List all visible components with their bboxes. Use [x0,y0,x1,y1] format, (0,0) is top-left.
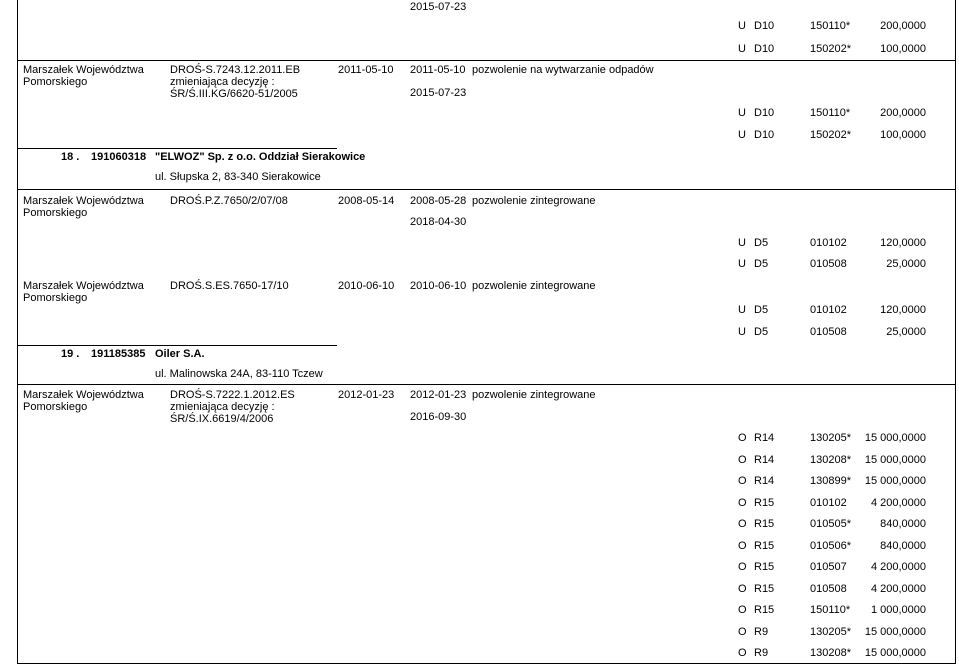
permit-type: pozwolenie na wytwarzanie odpadów [472,64,654,76]
waste-amount: 25,0000 [886,326,926,338]
waste-code: 150110* [810,20,851,32]
waste-code: 010508 [810,258,847,270]
issuer: Marszałek Województwa [23,389,144,401]
waste-code: 010102 [810,237,847,249]
decision-number: DROŚ-S.7243.12.2011.EB [170,64,301,76]
recovery-type: O [738,497,747,509]
decision-reference: ŚR/Ś.III.KG/6620-51/2005 [170,88,298,100]
waste-code: 010508 [810,583,847,595]
recovery-type: O [738,432,747,444]
process-code: D5 [754,258,769,270]
process-code: D5 [754,326,769,338]
decision-number: DROŚ-S.7222.1.2012.ES [170,389,295,401]
divider [17,345,337,346]
issuer-line2: Pomorskiego [23,292,88,304]
recovery-type: U [738,326,746,338]
issuer: Marszałek Województwa [23,195,144,207]
waste-amount: 100,0000 [880,43,926,55]
process-code: R15 [754,518,775,530]
decision-note: zmieniająca decyzję : [170,401,275,413]
recovery-type: O [738,518,747,530]
waste-amount: 120,0000 [880,304,926,316]
recovery-type: O [738,540,747,552]
issue-date: 2012-01-23 [338,389,395,401]
issuer-line2: Pomorskiego [23,401,88,413]
waste-code: 150202* [810,129,851,141]
entry-number: 18 . [61,151,80,163]
waste-code: 010508 [810,326,847,338]
waste-amount: 15 000,0000 [864,454,926,466]
recovery-type: U [738,20,746,32]
process-code: R14 [754,432,775,444]
effective-date: 2012-01-23 [410,389,467,401]
waste-code: 130899* [810,475,851,487]
process-code: R14 [754,475,775,487]
waste-amount: 15 000,0000 [864,647,926,659]
waste-amount: 4 200,0000 [870,583,926,595]
divider [17,148,337,149]
process-code: R15 [754,561,775,573]
waste-amount: 1 000,0000 [870,604,926,616]
waste-code: 130208* [810,647,851,659]
waste-code: 130208* [810,454,851,466]
waste-amount: 100,0000 [880,129,926,141]
process-code: D10 [754,20,775,32]
recovery-type: O [738,647,747,659]
waste-code: 010507 [810,561,847,573]
waste-amount: 840,0000 [880,540,926,552]
issue-date: 2011-05-10 [338,64,394,76]
effective-date: 2011-05-10 [410,64,466,76]
validity-date: 2018-04-30 [410,216,467,228]
waste-code: 010102 [810,497,847,509]
issue-date: 2008-05-14 [338,195,395,207]
process-code: R14 [754,454,775,466]
waste-amount: 15 000,0000 [864,626,926,638]
effective-date: 2010-06-10 [410,280,467,292]
process-code: R9 [754,647,769,659]
effective-date: 2008-05-28 [410,195,467,207]
waste-amount: 4 200,0000 [870,497,926,509]
permit-type: pozwolenie zintegrowane [472,195,596,207]
divider [17,60,956,61]
recovery-type: O [738,561,747,573]
recovery-type: O [738,626,747,638]
recovery-type: U [738,107,746,119]
waste-code: 150202* [810,43,851,55]
divider [17,384,956,385]
entry-number: 19 . [61,348,80,360]
validity-date: 2015-07-23 [410,87,467,99]
recovery-type: U [738,129,746,141]
validity-date: 2016-09-30 [410,411,467,423]
recovery-type: O [738,475,747,487]
recovery-type: U [738,304,746,316]
process-code: R15 [754,497,775,509]
waste-amount: 4 200,0000 [870,561,926,573]
process-code: R9 [754,626,769,638]
waste-code: 130205* [810,626,851,638]
issue-date: 2010-06-10 [338,280,395,292]
waste-code: 010102 [810,304,847,316]
recovery-type: U [738,43,746,55]
waste-code: 150110* [810,107,851,119]
process-code: R15 [754,540,775,552]
process-code: D5 [754,304,769,316]
permit-type: pozwolenie zintegrowane [472,280,596,292]
regon-number: 191185385 [91,348,146,360]
waste-amount: 120,0000 [880,237,926,249]
process-code: R15 [754,583,775,595]
process-code: D10 [754,107,775,119]
waste-code: 130205* [810,432,851,444]
waste-code: 150110* [810,604,851,616]
waste-amount: 200,0000 [880,20,926,32]
company-address: ul. Słupska 2, 83-340 Sierakowice [155,171,321,183]
waste-amount: 840,0000 [880,518,926,530]
permit-type: pozwolenie zintegrowane [472,389,596,401]
waste-amount: 200,0000 [880,107,926,119]
recovery-type: U [738,258,746,270]
company-address: ul. Malinowska 24A, 83-110 Tczew [155,368,323,380]
validity-date: 2015-07-23 [410,1,467,13]
issuer: Marszałek Województwa [23,280,144,292]
waste-amount: 15 000,0000 [864,475,926,487]
waste-code: 010505* [810,518,851,530]
process-code: D10 [754,129,775,141]
recovery-type: O [738,604,747,616]
recovery-type: O [738,454,747,466]
process-code: R15 [754,604,775,616]
recovery-type: U [738,237,746,249]
recovery-type: O [738,583,747,595]
decision-number: DROŚ.P.Z.7650/2/07/08 [170,195,288,207]
issuer: Marszałek Województwa [23,64,144,76]
issuer-line2: Pomorskiego [23,76,88,88]
regon-number: 191060318 [91,151,147,163]
waste-code: 010506* [810,540,851,552]
decision-reference: ŚR/Ś.IX.6619/4/2006 [170,413,274,425]
process-code: D10 [754,43,775,55]
waste-amount: 15 000,0000 [864,432,926,444]
issuer-line2: Pomorskiego [23,207,88,219]
company-name: Oiler S.A. [155,348,205,360]
waste-amount: 25,0000 [886,258,926,270]
decision-number: DROŚ.S.ES.7650-17/10 [170,280,289,292]
company-name: "ELWOZ" Sp. z o.o. Oddział Sierakowice [155,151,366,163]
process-code: D5 [754,237,769,249]
decision-note: zmieniająca decyzję : [170,76,275,88]
divider [17,189,956,190]
